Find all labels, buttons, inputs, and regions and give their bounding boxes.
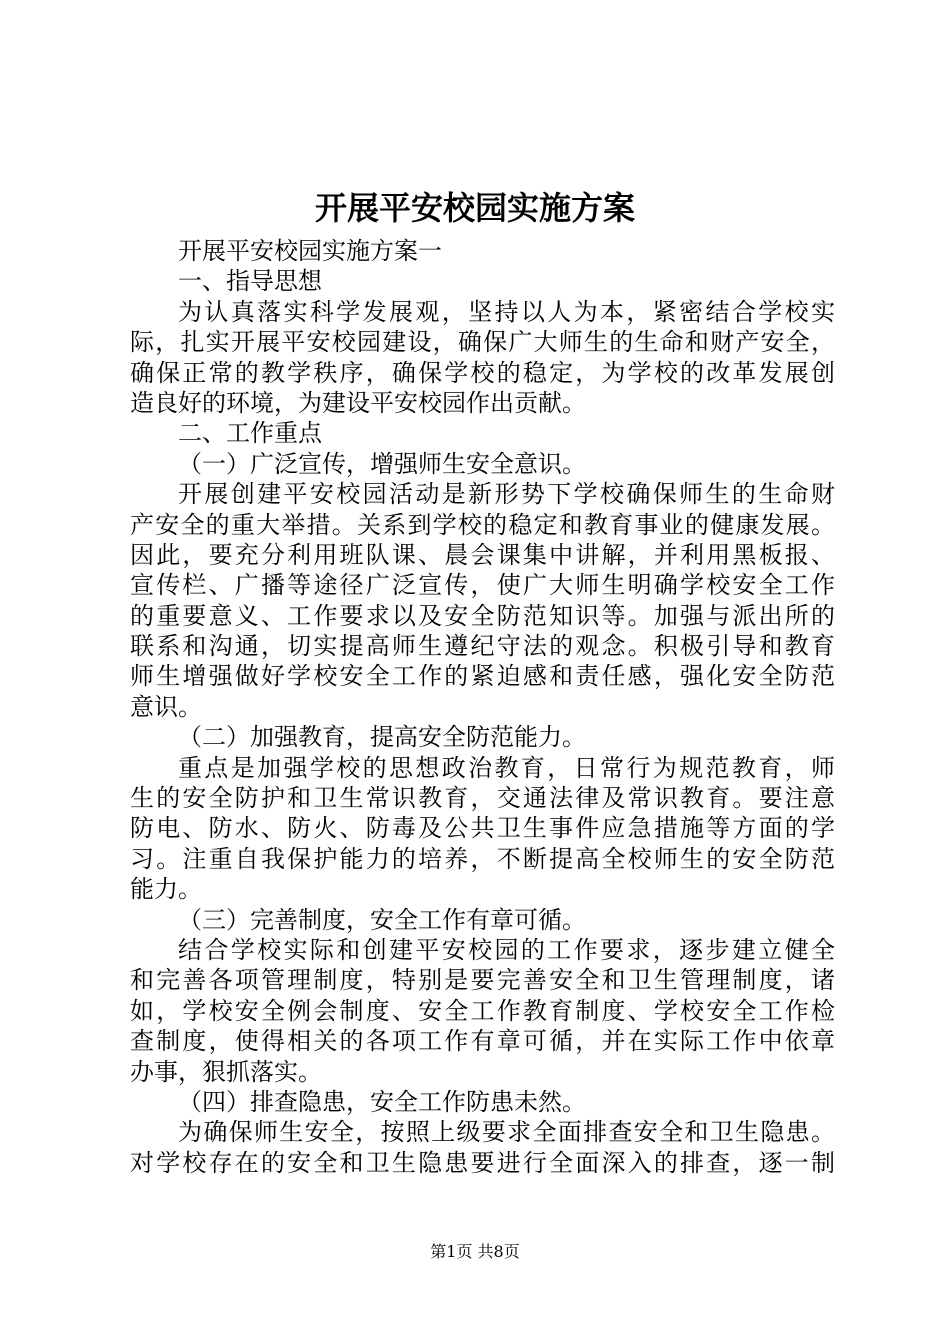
subsection-heading: （一）广泛宣传，增强师生安全意识。: [178, 449, 586, 478]
paragraph-line: 结合学校实际和创建平安校园的工作要求，逐步建立健全: [178, 935, 835, 964]
paragraph-line: 如，学校安全例会制度、安全工作教育制度、学校安全工作检: [130, 996, 835, 1025]
section-heading: 开展平安校园实施方案一: [178, 237, 442, 265]
paragraph-line: 为认真落实科学发展观，坚持以人为本，紧密结合学校实: [178, 297, 835, 326]
paragraph-line: 对学校存在的安全和卫生隐患要进行全面深入的排查，逐一制: [130, 1148, 835, 1177]
section-heading: 二、工作重点: [178, 419, 322, 448]
paragraph-line: 的重要意义、工作要求以及安全防范知识等。加强与派出所的: [130, 601, 835, 630]
paragraph-line: 确保正常的教学秩序，确保学校的稳定，为学校的改革发展创: [130, 358, 835, 387]
paragraph-line: 开展创建平安校园活动是新形势下学校确保师生的生命财: [178, 480, 835, 509]
paragraph-line: 和完善各项管理制度，特别是要完善安全和卫生管理制度，诸: [130, 966, 835, 995]
subsection-heading: （三）完善制度，安全工作有章可循。: [178, 905, 586, 934]
paragraph-line: 际，扎实开展平安校园建设，确保广大师生的生命和财产安全，: [130, 328, 835, 357]
paragraph-line: 产安全的重大举措。关系到学校的稳定和教育事业的健康发展。: [130, 510, 835, 539]
paragraph-line: 生的安全防护和卫生常识教育，交通法律及常识教育。要注意: [130, 784, 835, 813]
paragraph-line: 意识。: [130, 692, 202, 721]
paragraph-line: 能力。: [130, 875, 202, 904]
paragraph-line: 联系和沟通，切实提高师生遵纪守法的观念。积极引导和教育: [130, 632, 835, 661]
paragraph-line: 查制度，使得相关的各项工作有章可循，并在实际工作中依章: [130, 1027, 835, 1056]
paragraph-line: 防电、防水、防火、防毒及公共卫生事件应急措施等方面的学: [130, 814, 835, 843]
paragraph-line: 为确保师生安全，按照上级要求全面排查安全和卫生隐患。: [178, 1118, 835, 1147]
page-footer: 第1页 共8页: [430, 1242, 520, 1261]
paragraph-line: 习。注重自我保护能力的培养，不断提高全校师生的安全防范: [130, 844, 835, 873]
paragraph-line: 办事，狠抓落实。: [130, 1057, 322, 1086]
paragraph-line: 因此，要充分利用班队课、晨会课集中讲解，并利用黑板报、: [130, 540, 835, 569]
paragraph-line: 师生增强做好学校安全工作的紧迫感和责任感，强化安全防范: [130, 662, 835, 691]
document-body: [130, 236, 835, 1178]
section-heading: 一、指导思想: [178, 267, 322, 296]
paragraph-line: 重点是加强学校的思想政治教育，日常行为规范教育，师: [178, 753, 835, 782]
subsection-heading: （二）加强教育，提高安全防范能力。: [178, 723, 586, 752]
subsection-heading: （四）排查隐患，安全工作防患未然。: [178, 1087, 586, 1116]
paragraph-line: 造良好的环境，为建设平安校园作出贡献。: [130, 388, 586, 417]
paragraph-line: 宣传栏、广播等途径广泛宣传，使广大师生明确学校安全工作: [130, 571, 835, 600]
document-title: 开展平安校园实施方案: [314, 189, 635, 227]
